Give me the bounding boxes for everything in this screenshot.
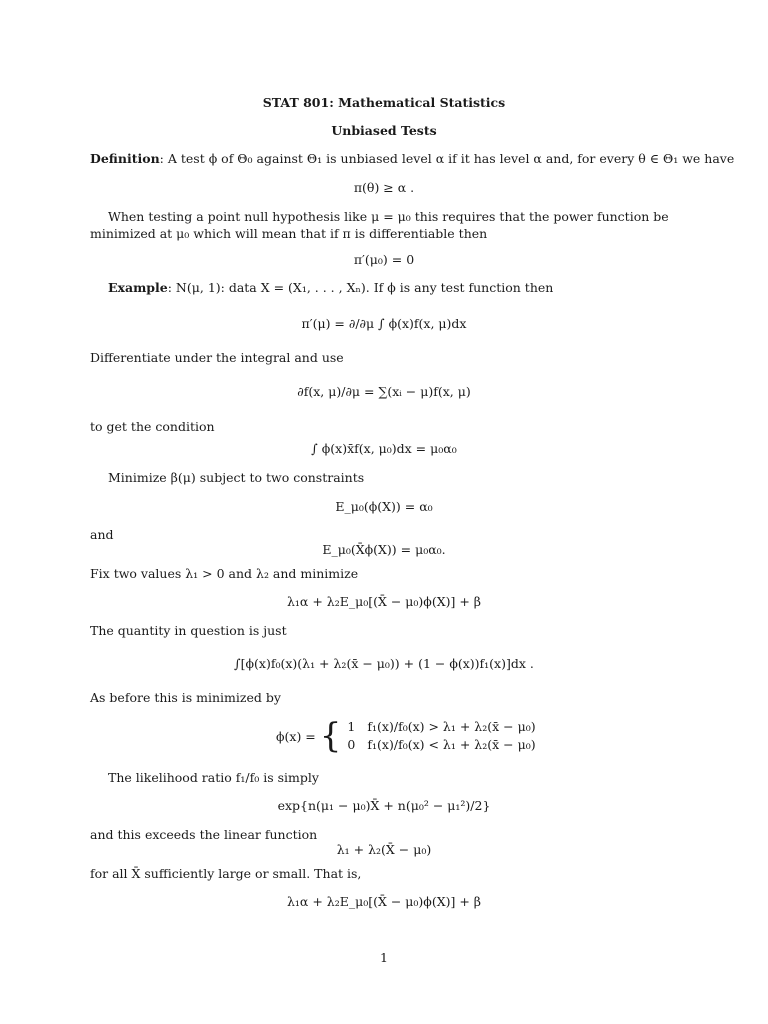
case-zero-value: 0: [347, 737, 356, 752]
equation-partial: ∂f(x, μ)/∂μ = ∑(xᵢ − μ)f(x, μ): [297, 384, 471, 399]
equation-linear: λ₁ + λ₂(X̄ − μ₀): [336, 842, 432, 857]
equation-phi-lhs: ϕ(x) =: [276, 728, 316, 744]
text-fix: Fix two values λ₁ > 0 and λ₂ and minimize: [90, 566, 359, 581]
text-exceeds: and this exceeds the linear function: [90, 827, 318, 842]
text-quantity: The quantity in question is just: [90, 623, 287, 638]
page-number: 1: [380, 950, 388, 965]
equation-power: π(θ) ≥ α .: [353, 180, 415, 195]
definition: [90, 151, 734, 166]
equation-derivative-zero: π′(μ₀) = 0: [353, 252, 415, 267]
example: [108, 280, 553, 295]
equation-condition: ∫ ϕ(x)x̄f(x, μ₀)dx = μ₀α₀: [311, 441, 457, 456]
definition-text: : A test ϕ of Θ₀ against Θ₁ is unbiased level α if it has level α and, for every θ ∈ Θ₁ we have: [159, 151, 735, 166]
equation-integral: ∫[ϕ(x)f₀(x)(λ₁ + λ₂(x̄ − μ₀)) + (1 − ϕ(x))f₁(x)]dx .: [234, 656, 534, 671]
text-likelihood: The likelihood ratio f₁/f₀ is simply: [108, 770, 319, 785]
equation-constraint-2: E_μ₀(X̄ϕ(X)) = μ₀α₀.: [322, 542, 446, 557]
text-minimize: Minimize β(μ) subject to two constraints: [108, 470, 365, 485]
section-title: Unbiased Tests: [331, 123, 437, 138]
equation-likelihood: exp{n(μ₁ − μ₀)X̄ + n(μ₀² − μ₁²)/2}: [277, 798, 491, 813]
text-for-all: for all X̄ sufficiently large or small. That is,: [90, 866, 362, 881]
text-and: and: [90, 527, 114, 542]
equation-pi-prime: π′(μ) = ∂/∂μ ∫ ϕ(x)f(x, μ)dx: [301, 316, 467, 331]
equation-objective: λ₁α + λ₂E_μ₀[(X̄ − μ₀)ϕ(X)] + β: [286, 594, 482, 609]
example-label: Example: [108, 280, 168, 295]
equation-constraint-1: E_μ₀(ϕ(X)) = α₀: [335, 499, 433, 514]
equation-phi: [276, 718, 536, 754]
example-text: : N(μ, 1): data X = (X₁, . . . , Xₙ). If ϕ is any test function then: [167, 280, 554, 295]
case-one-value: 1: [347, 719, 356, 734]
case-zero-condition: f₁(x)/f₀(x) < λ₁ + λ₂(x̄ − μ₀): [367, 737, 536, 752]
text-differentiate: Differentiate under the integral and use: [90, 350, 344, 365]
page-title: STAT 801: Mathematical Statistics: [262, 95, 506, 110]
paragraph-point-null-text: When testing a point null hypothesis like μ = μ₀ this requires that the power function be minimized at μ₀ which will mean that if π is differentiable then: [90, 209, 669, 241]
equation-final: λ₁α + λ₂E_μ₀[(X̄ − μ₀)ϕ(X)] + β: [286, 894, 482, 909]
case-one-condition: f₁(x)/f₀(x) > λ₁ + λ₂(x̄ − μ₀): [367, 719, 536, 734]
text-condition: to get the condition: [90, 419, 215, 434]
brace-symbol: {: [319, 716, 342, 756]
definition-label: Definition: [90, 151, 160, 166]
paragraph-point-null: [90, 208, 680, 242]
text-as-before: As before this is minimized by: [90, 690, 281, 705]
